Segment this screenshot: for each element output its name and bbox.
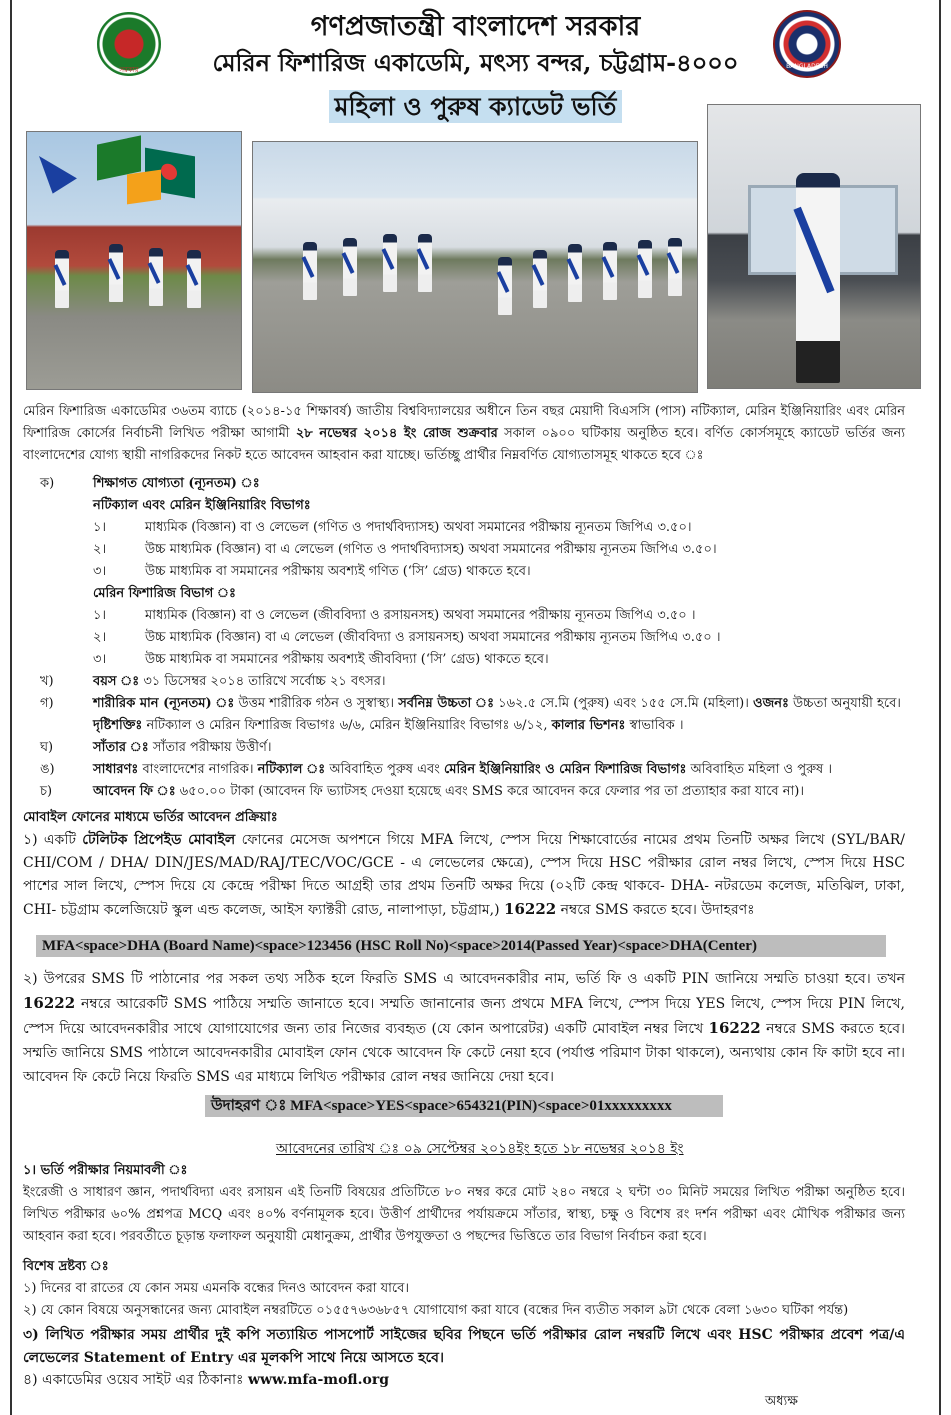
sms-example-2: উদাহরণ ঃ MFA<space>YES<space>654321(PIN)<space>01xxxxxxxxx (205, 1095, 723, 1117)
sms-example-1: MFA<space>DHA (Board Name)<space>123456 (HSC Roll No)<space>2014(Passed Year)<space>DHA(Center) (36, 935, 886, 957)
website-link[interactable]: www.mfa-mofl.org (247, 1372, 389, 1388)
note-3: ৩) লিখিত পরীক্ষার সময় প্রার্থীর দুই কপি সত্যায়িত পাসপোর্ট সাইজের ছবির পিছনে ভর্তি পরীক্ষার রোল নম্বরটি লিখে এবং HSC পরীক্ষার প্রবেশ পত্র/এ লেভেলের Statement of Entry এর মূলকপি সাথে নিয়ে আসতে হবে। (23, 1327, 905, 1366)
nautical-heading: নটিক্যাল এবং মেরিন ইঞ্জিনিয়ারিং বিভাগঃ (93, 498, 311, 513)
logo-text: সরকার (119, 66, 139, 74)
mobile-step-1: ১) একটি টেলিটক প্রিপেইড মোবাইল ফোনের মেসেজ অপশনে গিয়ে MFA লিখে, স্পেস দিয়ে শিক্ষাবোর্ডের নামের প্রথম তিনটি অক্ষর লিখে (SYL/BAR/ CHI/COM / DHA/ DIN/JES/MAD/RAJ/TEC/VOC/GCE - এ লেভেলের ক্ষেত্রে), স্পেস দিয়ে HSC পরীক্ষার রোল নম্বর লিখে, স্পেস দিয়ে HSC পাশের সাল লিখে, স্পেস দিয়ে যে কেন্দ্রে পরীক্ষা দিতে আগ্রহী তার প্রথম তিনটি অক্ষর দিয়ে (০২টি কেন্দ্র থাকবে- DHA- নটরডেম কলেজ, মতিঝিল, ঢাকা, CHI- চট্টগ্রাম কলেজিয়েট স্কুল এন্ড কলেজ, আইস ফ্যাক্টরী রোড, নালাপাড়া, চট্টগ্রাম,) 16222 নম্বরে SMS করতে হবে। উদাহরণঃ (23, 832, 905, 918)
admission-title: মহিলা ও পুরুষ ক্যাডেট ভর্তি (329, 90, 623, 123)
cadets-march-photo (252, 141, 698, 393)
cadet-portrait-photo (707, 104, 921, 389)
exam-rules-heading: ১। ভর্তি পরীক্ষার নিয়মাবলী ঃ (23, 1163, 188, 1178)
government-title: গণপ্রজাতন্ত্রী বাংলাদেশ সরকার (310, 11, 641, 42)
fisheries-heading: মেরিন ফিশারিজ বিভাগ ঃ (93, 586, 236, 601)
note-2: ২) যে কোন বিষয়ে অনুসন্ধানের জন্য মোবাইল নম্বরটিতে ০১৫৫৭৬৩৬৮৫৭ যোগাযোগ করা যাবে (বন্ধের দিন ব্যতীত সকাল ৯টা থেকে বেলা ১৬৩০ ঘটিকা পর্যন্ত) (23, 1303, 849, 1318)
note-1: ১) দিনের বা রাতের যে কোন সময় এমনকি বন্ধের দিনও আবেদন করা যাবে। (23, 1281, 410, 1296)
intro-paragraph: মেরিন ফিশারিজ একাডেমির ৩৬তম ব্যাচে (২০১৪-১৫ শিক্ষাবর্ষ) জাতীয় বিশ্ববিদ্যালয়ের অধীনে তিন বছর মেয়াদী বিএসসি (পাস) নটিক্যাল, মেরিন ইঞ্জিনিয়ারিং এবং মেরিন ফিশারিজ কোর্সের নির্বাচনী লিখিত পরীক্ষা আগামী ২৮ নভেম্বর ২০১৪ ইং রোজ শুক্রবার সকাল ০৯০০ ঘটিকায় অনুষ্ঠিত হবে। বর্ণিত কোর্সসমূহে ক্যাডেট ভর্তির জন্য বাংলাদেশের যোগ্য স্থায়ী নাগরিকদের নিকট হতে আবেদন আহবান করা যাচ্ছে। ভর্তিচ্ছু প্রার্থীর নিম্নবর্ণিত যোগ্যতাসমূহ থাকতে হবে ঃ (23, 404, 905, 463)
academy-title: মেরিন ফিশারিজ একাডেমি, মৎস্য বন্দর, চট্টগ্রাম-৪০০০ (212, 48, 739, 77)
signature-title: অধ্যক্ষ (765, 1394, 798, 1409)
logo-text: BANGLADESH (786, 63, 828, 70)
mobile-process-heading: মোবাইল ফোনের মাধ্যমে ভর্তির আবেদন প্রক্রিয়াঃ (23, 810, 278, 825)
mobile-step-2: ২) উপরের SMS টি পাঠানোর পর সকল তথ্য সঠিক হলে ফিরতি SMS এ আবেদনকারীর নাম, ভর্তি ফি ও একটি PIN জানিয়ে সম্মতি চাওয়া হবে। তখন 16222 নম্বরে আরেকটি SMS পাঠিয়ে সম্মতি জানাতে হবে। সম্মতি জানানোর জন্য প্রথমে MFA লিখে, স্পেস দিয়ে YES লিখে, স্পেস দিয়ে PIN লিখে, স্পেস দিয়ে আবেদনকারীর সাথে যোগাযোগের জন্য তার নিজের ব্যবহৃত (যে কোন অপারেটর) একটি মোবাইল নম্বর লিখে 16222 নম্বরে SMS করতে হবে। সম্মতি জানিয়ে SMS পাঠালে আবেদনকারীর মোবাইল ফোন থেকে আবেদন ফি কেটে নেয়া হবে (পর্যাপ্ত পরিমাণ টাকা থাকলে), অন্যথায় কোন ফি কাটা হবে না। আবেদন ফি কেটে নিয়ে ফিরতি SMS এর মাধ্যমে লিখিত পরীক্ষার রোল নম্বর জানিয়ে দেয়া হবে। (23, 971, 905, 1085)
flag-parade-photo (26, 131, 242, 390)
exam-rules-text: ইংরেজী ও সাধারণ জ্ঞান, পদার্থবিদ্যা এবং রসায়ন এই তিনটি বিষয়ের প্রতিটিতে ৮০ নম্বর করে মোট ২৪০ নম্বরে ২ ঘন্টা ৩০ মিনিট সময়ের লিখিত পরীক্ষা অনুষ্ঠিত হবে। লিখিত পরীক্ষার ৬০% প্রশ্নপত্র MCQ এবং ৪০% বর্ণনামূলক হবে। উত্তীর্ণ প্রার্থীদের পর্যায়ক্রমে সাঁতার, স্বাস্থ্য, চক্ষু ও বিশেষ রং দর্শন পরীক্ষা এবং মৌখিক পরীক্ষার জন্য আহবান করা হবে। পরবর্তীতে চূড়ান্ত ফলাফল অনুযায়ী মেধানুক্রম, প্রার্থীর উপযুক্ততা ও পছন্দের ভিত্তিতে তার বিভাগ নির্বাচন করা হবে। (23, 1185, 905, 1244)
application-dates: আবেদনের তারিখ ঃ ০৯ সেপ্টেম্বর ২০১৪ইং হতে ১৮ নভেম্বর ২০১৪ ইং (276, 1141, 684, 1157)
note-4: ৪) একাডেমির ওয়েব সাইট এর ঠিকানাঃ www.mfa-mofl.org (23, 1372, 389, 1388)
notes-heading: বিশেষ দ্রষ্টব্য ঃ (23, 1259, 109, 1274)
